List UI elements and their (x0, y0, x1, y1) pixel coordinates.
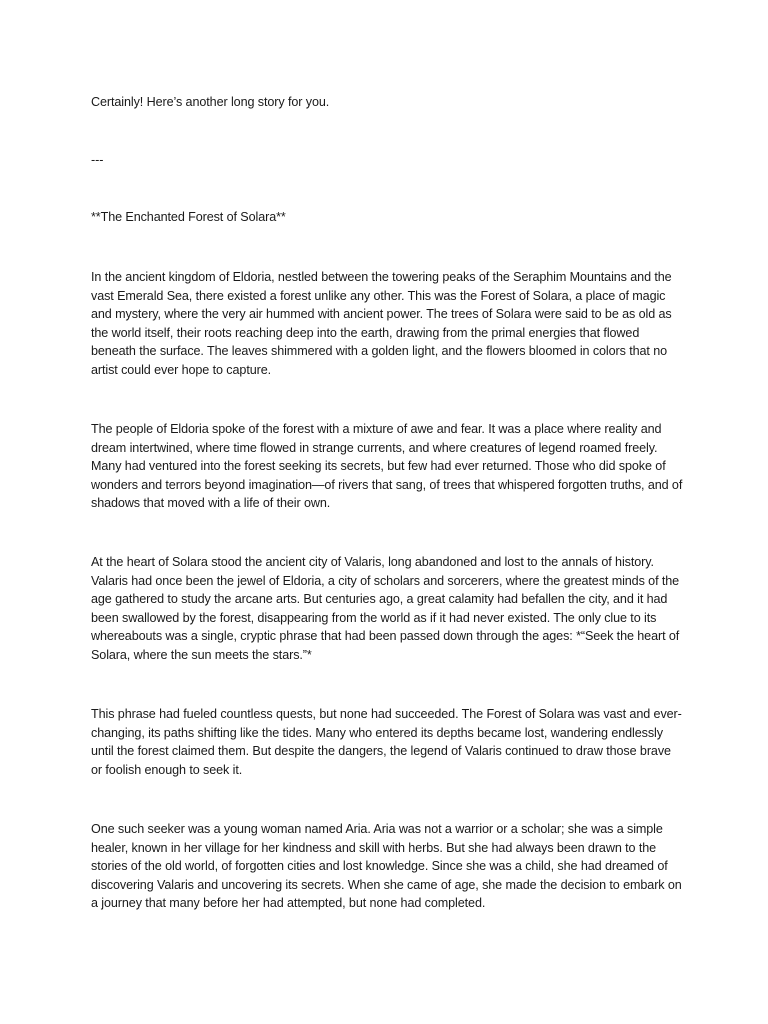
separator-line: --- (91, 153, 104, 167)
story-paragraph-2: The people of Eldoria spoke of the forest with a mixture of awe and fear. It was a place where reality and dream intertwined, where time flowed in strange currents, and where creatures of legend roamed freely. Many had ventured into the forest seeking its secrets, but few had ever returned. Those who did spoke of wonders and terrors beyond imagination—of rivers that sang, of trees that whispered forgotten truths, and of shadows that moved with a life of their own. (91, 422, 683, 511)
story-paragraph-3: At the heart of Solara stood the ancient city of Valaris, long abandoned and lost to the annals of history. Valaris had once been the jewel of Eldoria, a city of scholars and sorcerers, where the greatest minds of the age gathered to study the arcane arts. But centuries ago, a great calamity had befallen the city, and it had been swallowed by the forest, disappearing from the world as if it had never existed. The only clue to its whereabouts was a single, cryptic phrase that had been passed down through the ages: *“Seek the heart of Solara, where the sun meets the stars.”* (91, 555, 680, 662)
story-paragraph-5: One such seeker was a young woman named Aria. Aria was not a warrior or a scholar; she was a simple healer, known in her village for her kindness and skill with herbs. But she had always been drawn to the stories of the old world, of forgotten cities and lost knowledge. Since she was a child, she had dreamed of discovering Valaris and uncovering its secrets. When she came of age, she made the decision to embark on a journey that many before her had attempted, but none had completed. (91, 822, 682, 911)
story-paragraph-1: In the ancient kingdom of Eldoria, nestled between the towering peaks of the Seraphim Mountains and the vast Emerald Sea, there existed a forest unlike any other. This was the Forest of Solara, a place of magic and mystery, where the very air hummed with ancient power. The trees of Solara were said to be as old as the world itself, their roots reaching deep into the earth, drawing from the primal energies that flowed beneath the surface. The leaves shimmered with a golden light, and the flowers bloomed in colors that no artist could ever hope to capture. (91, 270, 672, 377)
intro-line: Certainly! Here’s another long story for you. (91, 95, 330, 109)
story-title: **The Enchanted Forest of Solara** (91, 210, 286, 224)
story-paragraph-4: This phrase had fueled countless quests, but none had succeeded. The Forest of Solara was vast and ever-changing, its paths shifting like the tides. Many who entered its depths became lost, wandering endlessly until the forest claimed them. But despite the dangers, the legend of Valaris continued to draw those brave or foolish enough to seek it. (91, 707, 682, 777)
